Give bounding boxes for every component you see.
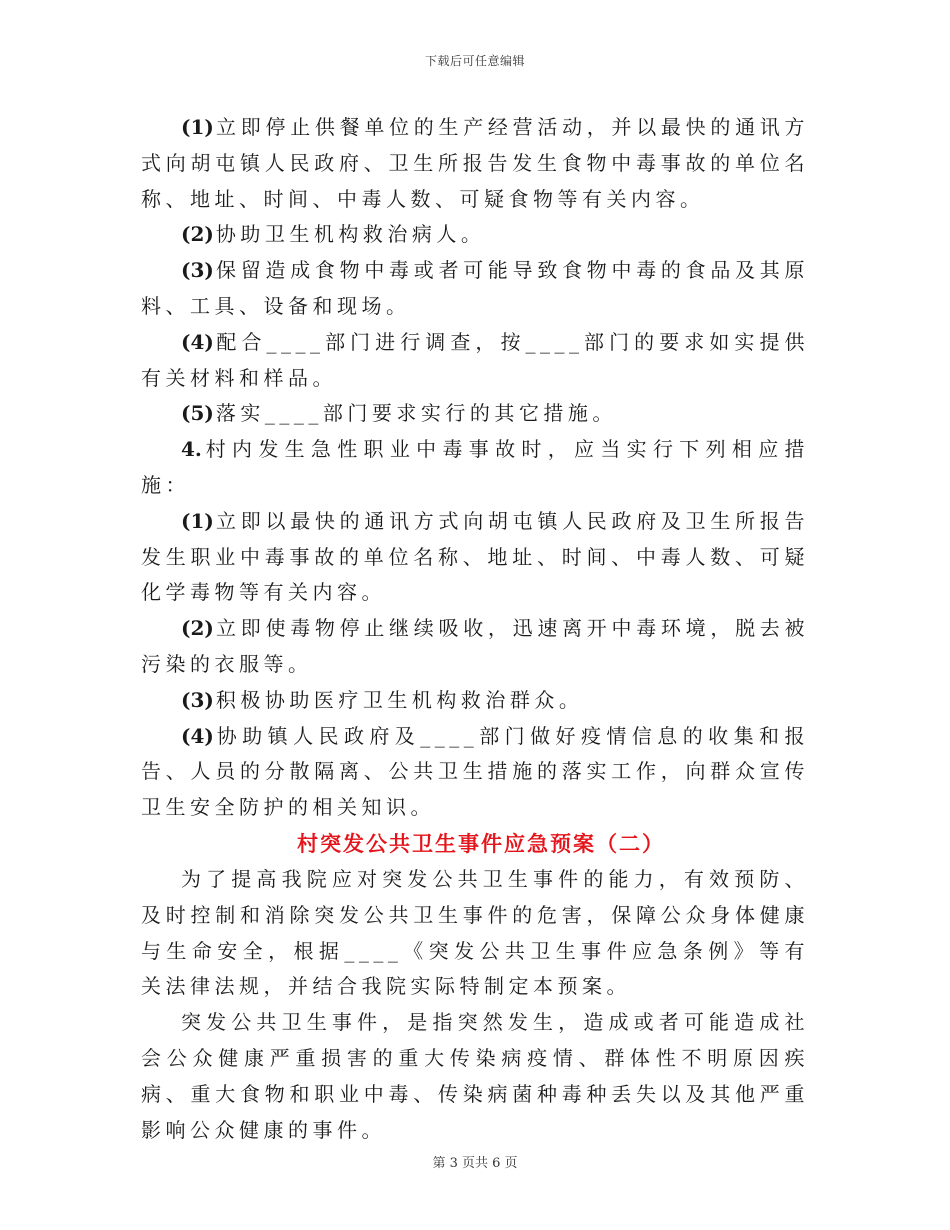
list-item-4-4 (141, 719, 809, 826)
item-text: 保留造成食物中毒或者可能导致食物中毒的食品及其原料、工具、设备和现场。 (141, 258, 809, 318)
list-item-1-3 (141, 253, 809, 325)
page-header: 下载后可任意编辑 (424, 54, 525, 68)
item-number: (3) (181, 258, 214, 283)
list-item-1-1 (141, 110, 809, 217)
intro-paragraph: 为了提高我院应对突发公共卫生事件的能力，有效预防、及时控制和消除突发公共卫生事件的危害，保障公众身体健康与生命安全，根据____《突发公共卫生事件应急条例》等有关法律法规，并结合我院实际特制定本预案。 (141, 866, 809, 999)
item-text: 协助卫生机构救治病人。 (215, 222, 486, 247)
item-text: 协助镇人民政府及____部门做好疫情信息的收集和报告、人员的分散隔离、公共卫生措施的落实工作，向群众宣传卫生安全防护的相关知识。 (141, 723, 809, 820)
item-number: (5) (181, 401, 214, 426)
list-item-1-5 (141, 396, 809, 432)
list-item-4-1 (141, 504, 809, 611)
item-text: 村内发生急性职业中毒事故时，应当实行下列相应措施： (141, 437, 809, 497)
item-text: 立即停止供餐单位的生产经营活动，并以最快的通讯方式向胡屯镇人民政府、卫生所报告发生食物中毒事故的单位名称、地址、时间、中毒人数、可疑食物等有关内容。 (141, 115, 809, 211)
list-item-4-3 (141, 683, 809, 719)
document-body (141, 110, 809, 1148)
list-item-1-2 (141, 217, 809, 253)
item-text: 立即使毒物停止继续吸收，迅速离开中毒环境，脱去被污染的衣服等。 (141, 616, 809, 676)
item-text: 落实____部门要求实行的其它措施。 (215, 401, 617, 426)
list-item-4-2 (141, 611, 809, 683)
item-number: (4) (181, 723, 214, 748)
section-title: 村突发公共卫生事件应急预案（二） (297, 830, 665, 856)
item-number: (3) (181, 687, 214, 712)
item-number: (2) (181, 616, 214, 641)
list-item-1-4 (141, 325, 809, 397)
definition-paragraph: 突发公共卫生事件，是指突然发生，造成或者可能造成社会公众健康严重损害的重大传染病疫情、群体性不明原因疾病、重大食物和职业中毒、传染病菌种毒种丢失以及其他严重影响公众健康的事件。 (141, 1010, 809, 1142)
item-number: (1) (181, 115, 214, 139)
item-text: 立即以最快的通讯方式向胡屯镇人民政府及卫生所报告发生职业中毒事故的单位名称、地址、时间、中毒人数、可疑化学毒物等有关内容。 (141, 508, 809, 605)
item-number: (2) (181, 222, 214, 247)
item-text: 积极协助医疗卫生机构救治群众。 (215, 687, 584, 712)
section-heading-4 (141, 432, 809, 504)
item-text: 配合____部门进行调查，按____部门的要求如实提供有关材料和样品。 (141, 329, 809, 390)
item-number: (4) (181, 329, 214, 354)
item-number: 4. (181, 437, 202, 462)
page-footer: 第 3 页共 6 页 (432, 1156, 518, 1171)
item-number: (1) (181, 508, 214, 533)
